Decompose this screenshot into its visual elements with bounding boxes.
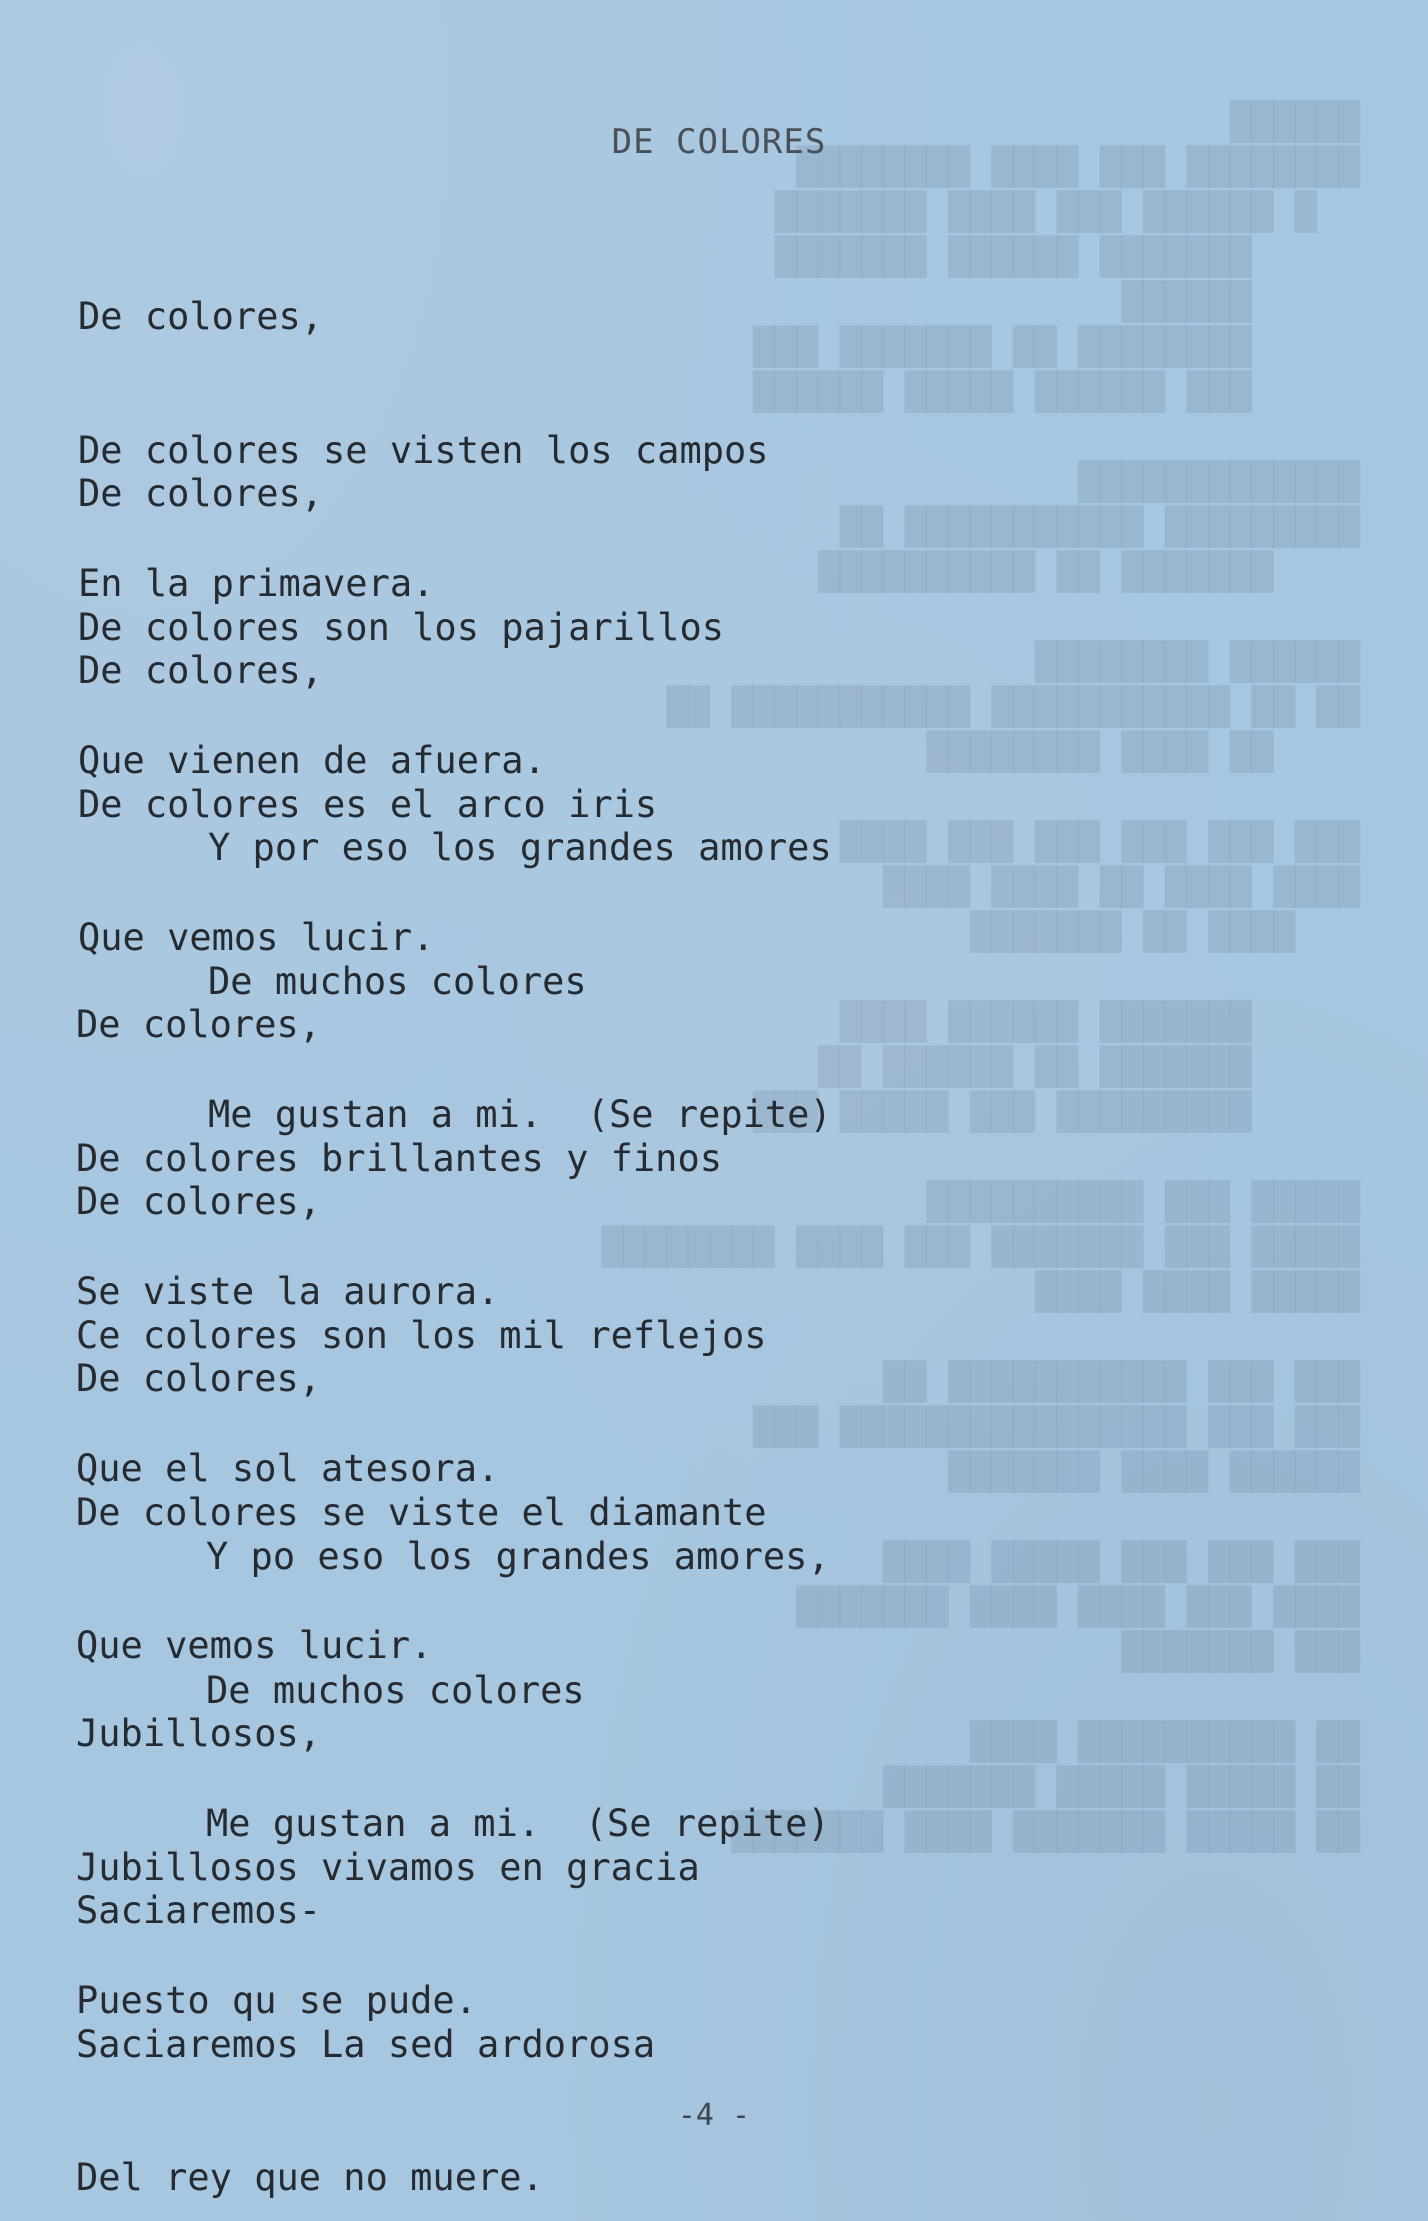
lyric-line: De colores se visten los campos	[78, 428, 769, 472]
stanza-8	[76, 1800, 655, 2221]
lyric-line: De colores se viste el diamante	[76, 1490, 767, 1534]
lyric-line: Que vienen de afuera.	[78, 739, 546, 782]
page-number: -4 -	[677, 2098, 751, 2133]
lyric-line: De colores,	[78, 472, 324, 515]
lyric-line: De muchos colores	[206, 1668, 585, 1712]
lyric-line: Del rey que no muere.	[76, 2156, 544, 2199]
lyric-line: Jubillosos,	[76, 1712, 322, 1755]
lyric-line: Me gustan a mi. (Se repite)	[206, 1802, 830, 1845]
lyric-line: De colores es el arco iris	[78, 782, 658, 826]
lyric-line: De colores brillantes y finos	[76, 1136, 723, 1180]
lyric-line: Que el sol atesora.	[76, 1447, 500, 1490]
lyric-line: De colores,	[76, 1003, 322, 1046]
lyric-line: Saciaremos-	[76, 1889, 322, 1932]
lyric-line: Y por eso los grandes amores	[208, 826, 832, 869]
lyric-line: Puesto qu se pude.	[76, 1979, 477, 2022]
lyric-line: Que vemos lucir.	[78, 916, 435, 959]
lyric-line: De colores,	[76, 1180, 322, 1223]
bleed-through-texture: ██████ ████████ ███ ████ ████████ █ ██████ ███ ████ ███████ ███████ ██████ ███████ ██████ ████████ ██ ███████ ███ ███ ██████ █████ ██████ █████████████ █████████ ███████████ ██ ███████ ██ ██████████ ██████ ████████ ██ ██ ███████████ ███████████ ██ ██ ████ ████████ ███ ███ ███ ███ ███ ████ ████ ████ ██ ████ ████ ████ ██ ███████ ███████ ██████ ████ ███████ ██ ██████ ██ █████████ ███ █████ ███ █████ ███ ██████████ █████ ███ ███████ ███ ████ ████████ █████ ████ ████ ███ ███ ███████████ ██ ███ ███ ████████████████ ███ ██████ ████ ███████ ███ ███ ███ █████ ████ ████ ███ ████ ████ ███████ ███ ███████ ██ ██████████ ████ ██ █████ █████ ███████ ██ █████ ███████ ████ ███████	[601, 102, 1360, 1853]
lyric-line: Que vemos lucir.	[76, 1624, 433, 1667]
lyric-line: De colores son los pajarillos	[78, 605, 725, 649]
song-title: DE COLORES	[611, 122, 827, 162]
lyric-line: Ce colores son los mil reflejos	[76, 1313, 767, 1357]
lyric-line: De colores,	[78, 295, 324, 338]
lyric-line: De muchos colores	[208, 959, 587, 1003]
lyric-line: Se viste la aurora.	[76, 1270, 500, 1313]
lyric-line: De colores,	[78, 649, 324, 692]
lyric-line: Saciaremos La sed ardorosa	[76, 2022, 656, 2066]
lyric-line: Y po eso los grandes amores,	[206, 1535, 830, 1578]
lyric-line: En la primavera.	[78, 562, 435, 605]
lyric-line: De colores,	[76, 1357, 322, 1400]
lyric-line: Jubillosos vivamos en gracia	[76, 1845, 700, 1889]
lyric-line: Me gustan a mi. (Se repite)	[208, 1093, 832, 1136]
